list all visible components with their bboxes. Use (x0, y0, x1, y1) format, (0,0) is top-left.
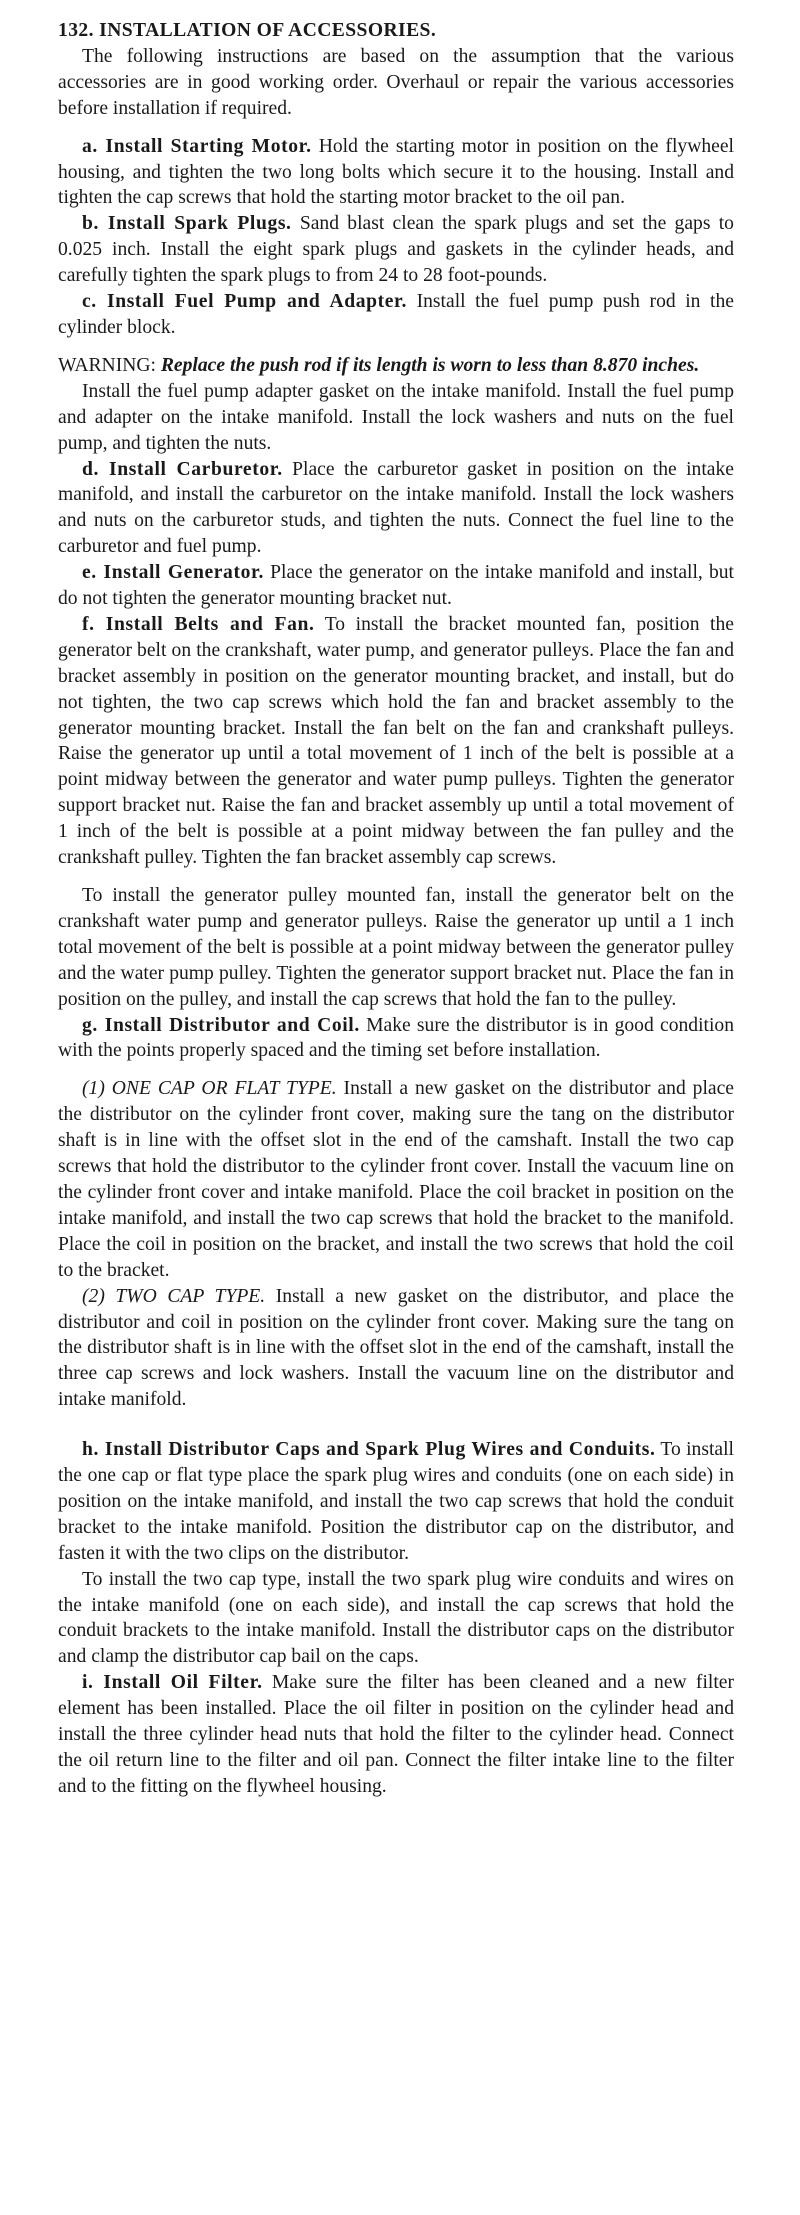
warning-paragraph (58, 353, 734, 379)
item-a-text: Hold the starting motor in position on the flywheel housing, and tighten the two long bolts which secure it to the housing. Install and tighten the cap screws that hold the starting motor bracket to the oil pan. (58, 135, 734, 209)
item-h-text: To install the one cap or flat type place the spark plug wires and conduits (one on each side) in position on the intake manifold, and install the two cap screws that hold the conduit bracket to the intake manifold. Position the distributor cap on the distributor, and fasten it with the two clips on the distributor. (58, 1439, 734, 1564)
item-f-continuation: To install the generator pulley mounted fan, install the generator belt on the crankshaft water pump and generator pulleys. Raise the generator up until a 1 inch total movement of the belt is possible at a point midway between the generator pulley and the water pump pulley. Tighten the generator support bracket nut. Place the fan in position on the pulley, and install the cap screws that hold the fan to the pulley. (58, 885, 734, 1010)
section-intro: The following instructions are based on the assumption that the various accessories are in good working order. Overhaul or repair the various accessories before installation if required. (58, 45, 734, 119)
item-h-paragraph (58, 1437, 734, 1567)
item-g-title: g. Install Distributor and Coil. (82, 1014, 360, 1036)
item-g-sub2-title: (2) TWO CAP TYPE. (82, 1285, 266, 1307)
item-c-paragraph (58, 289, 734, 341)
section-title: 132. INSTALLATION OF ACCESSORIES. (58, 20, 437, 41)
item-d-title: d. Install Carburetor. (82, 458, 283, 480)
item-a-paragraph (58, 134, 734, 212)
warning-label: WARNING: (58, 354, 161, 376)
item-i-paragraph (58, 1670, 734, 1800)
item-b-title: b. Install Spark Plugs. (82, 213, 292, 235)
item-e-title: e. Install Generator. (82, 562, 264, 584)
item-g-paragraph (58, 1013, 734, 1065)
item-i-title: i. Install Oil Filter. (82, 1672, 263, 1694)
item-i-text: Make sure the filter has been cleaned and a new filter element has been installed. Place the oil filter in position on the cylinder head and install the three cylinder head nuts that hold the filter to the cylinder head. Connect the oil return line to the filter and oil pan. Connect the filter intake line to the filter and to the fitting on the flywheel housing. (58, 1672, 734, 1797)
item-d-text: Place the carburetor gasket in position on the intake manifold, and install the carburetor on the intake manifold. Install the lock washers and nuts on the carburetor studs, and tighten the nuts. Connect the fuel line to the carburetor and fuel pump. (58, 458, 734, 558)
item-g-sub2-paragraph (58, 1284, 734, 1414)
manual-page (58, 18, 734, 1800)
item-c-text: Install the fuel pump push rod in the cylinder block. (58, 291, 734, 338)
item-d-paragraph (58, 457, 734, 561)
item-c-continuation: Install the fuel pump adapter gasket on the intake manifold. Install the fuel pump and adapter on the intake manifold. Install the lock washers and nuts on the fuel pump, and tighten the nuts. (58, 380, 734, 454)
item-h-continuation: To install the two cap type, install the two spark plug wire conduits and wires on the intake manifold (one on each side), and install the cap screws that hold the conduit brackets to the intake manifold. Install the distributor caps on the distributor and clamp the distributor cap bail on the caps. (58, 1568, 734, 1668)
item-h-title: h. Install Distributor Caps and Spark Plug Wires and Conduits. (82, 1439, 656, 1461)
item-g-sub2-text: Install a new gasket on the distributor, and place the distributor and coil in position on the cylinder front cover. Making sure the tang on the distributor shaft is in line with the offset slot in the end of the camshaft, install the three cap screws and lock washers. Install the vacuum line on the distributor and intake manifold. (58, 1285, 734, 1411)
item-b-text: Sand blast clean the spark plugs and set the gaps to 0.025 inch. Install the eight spark plugs and gaskets in the cylinder heads, and carefully tighten the spark plugs to from 24 to 28 foot-pounds. (58, 213, 734, 287)
item-g-sub1-text: Install a new gasket on the distributor and place the distributor on the cylinder front cover, making sure the tang on the distributor shaft is in line with the offset slot in the end of the camshaft. Install the two cap screws that hold the distributor to the cylinder front cover. Install the vacuum line on the cylinder front cover and intake manifold. Place the coil bracket in position on the intake manifold, and install the two cap screws that hold the bracket to the manifold. Place the coil in position on the bracket, and install the two screws that hold the coil to the bracket. (58, 1078, 734, 1281)
warning-text: Replace the push rod if its length is worn to less than 8.870 inches. (160, 354, 700, 376)
item-e-paragraph (58, 560, 734, 612)
item-f-title: f. Install Belts and Fan. (82, 613, 315, 635)
item-g-sub1-title: (1) ONE CAP OR FLAT TYPE. (82, 1078, 337, 1100)
item-g-text: Make sure the distributor is in good condition with the points properly spaced and the timing set before installation. (58, 1014, 735, 1062)
item-a-title: a. Install Starting Motor. (82, 135, 312, 157)
item-f-paragraph (58, 612, 734, 871)
item-g-sub1-paragraph (58, 1076, 734, 1283)
item-f-text: To install the bracket mounted fan, position the generator belt on the crankshaft, water pump, and generator pulleys. Place the fan and bracket assembly in position on the generator mounting bracket, and install, but do not tighten, the two cap screws which hold the fan and bracket assembly to the generator mounting bracket. Install the fan belt on the fan and crankshaft pulleys. Raise the generator up until a total movement of 1 inch of the belt is possible at a point midway between the generator and water pump pulleys. Tighten the generator support bracket nut. Raise the fan and bracket assembly up until a total movement of 1 inch of the belt is possible at a point midway between the fan pulley and the crankshaft pulley. Tighten the fan bracket assembly cap screws. (58, 613, 734, 869)
item-b-paragraph (58, 211, 734, 289)
item-e-text: Place the generator on the intake manifold and install, but do not tighten the generator mounting bracket nut. (58, 562, 734, 610)
item-c-title: c. Install Fuel Pump and Adapter. (82, 291, 408, 313)
